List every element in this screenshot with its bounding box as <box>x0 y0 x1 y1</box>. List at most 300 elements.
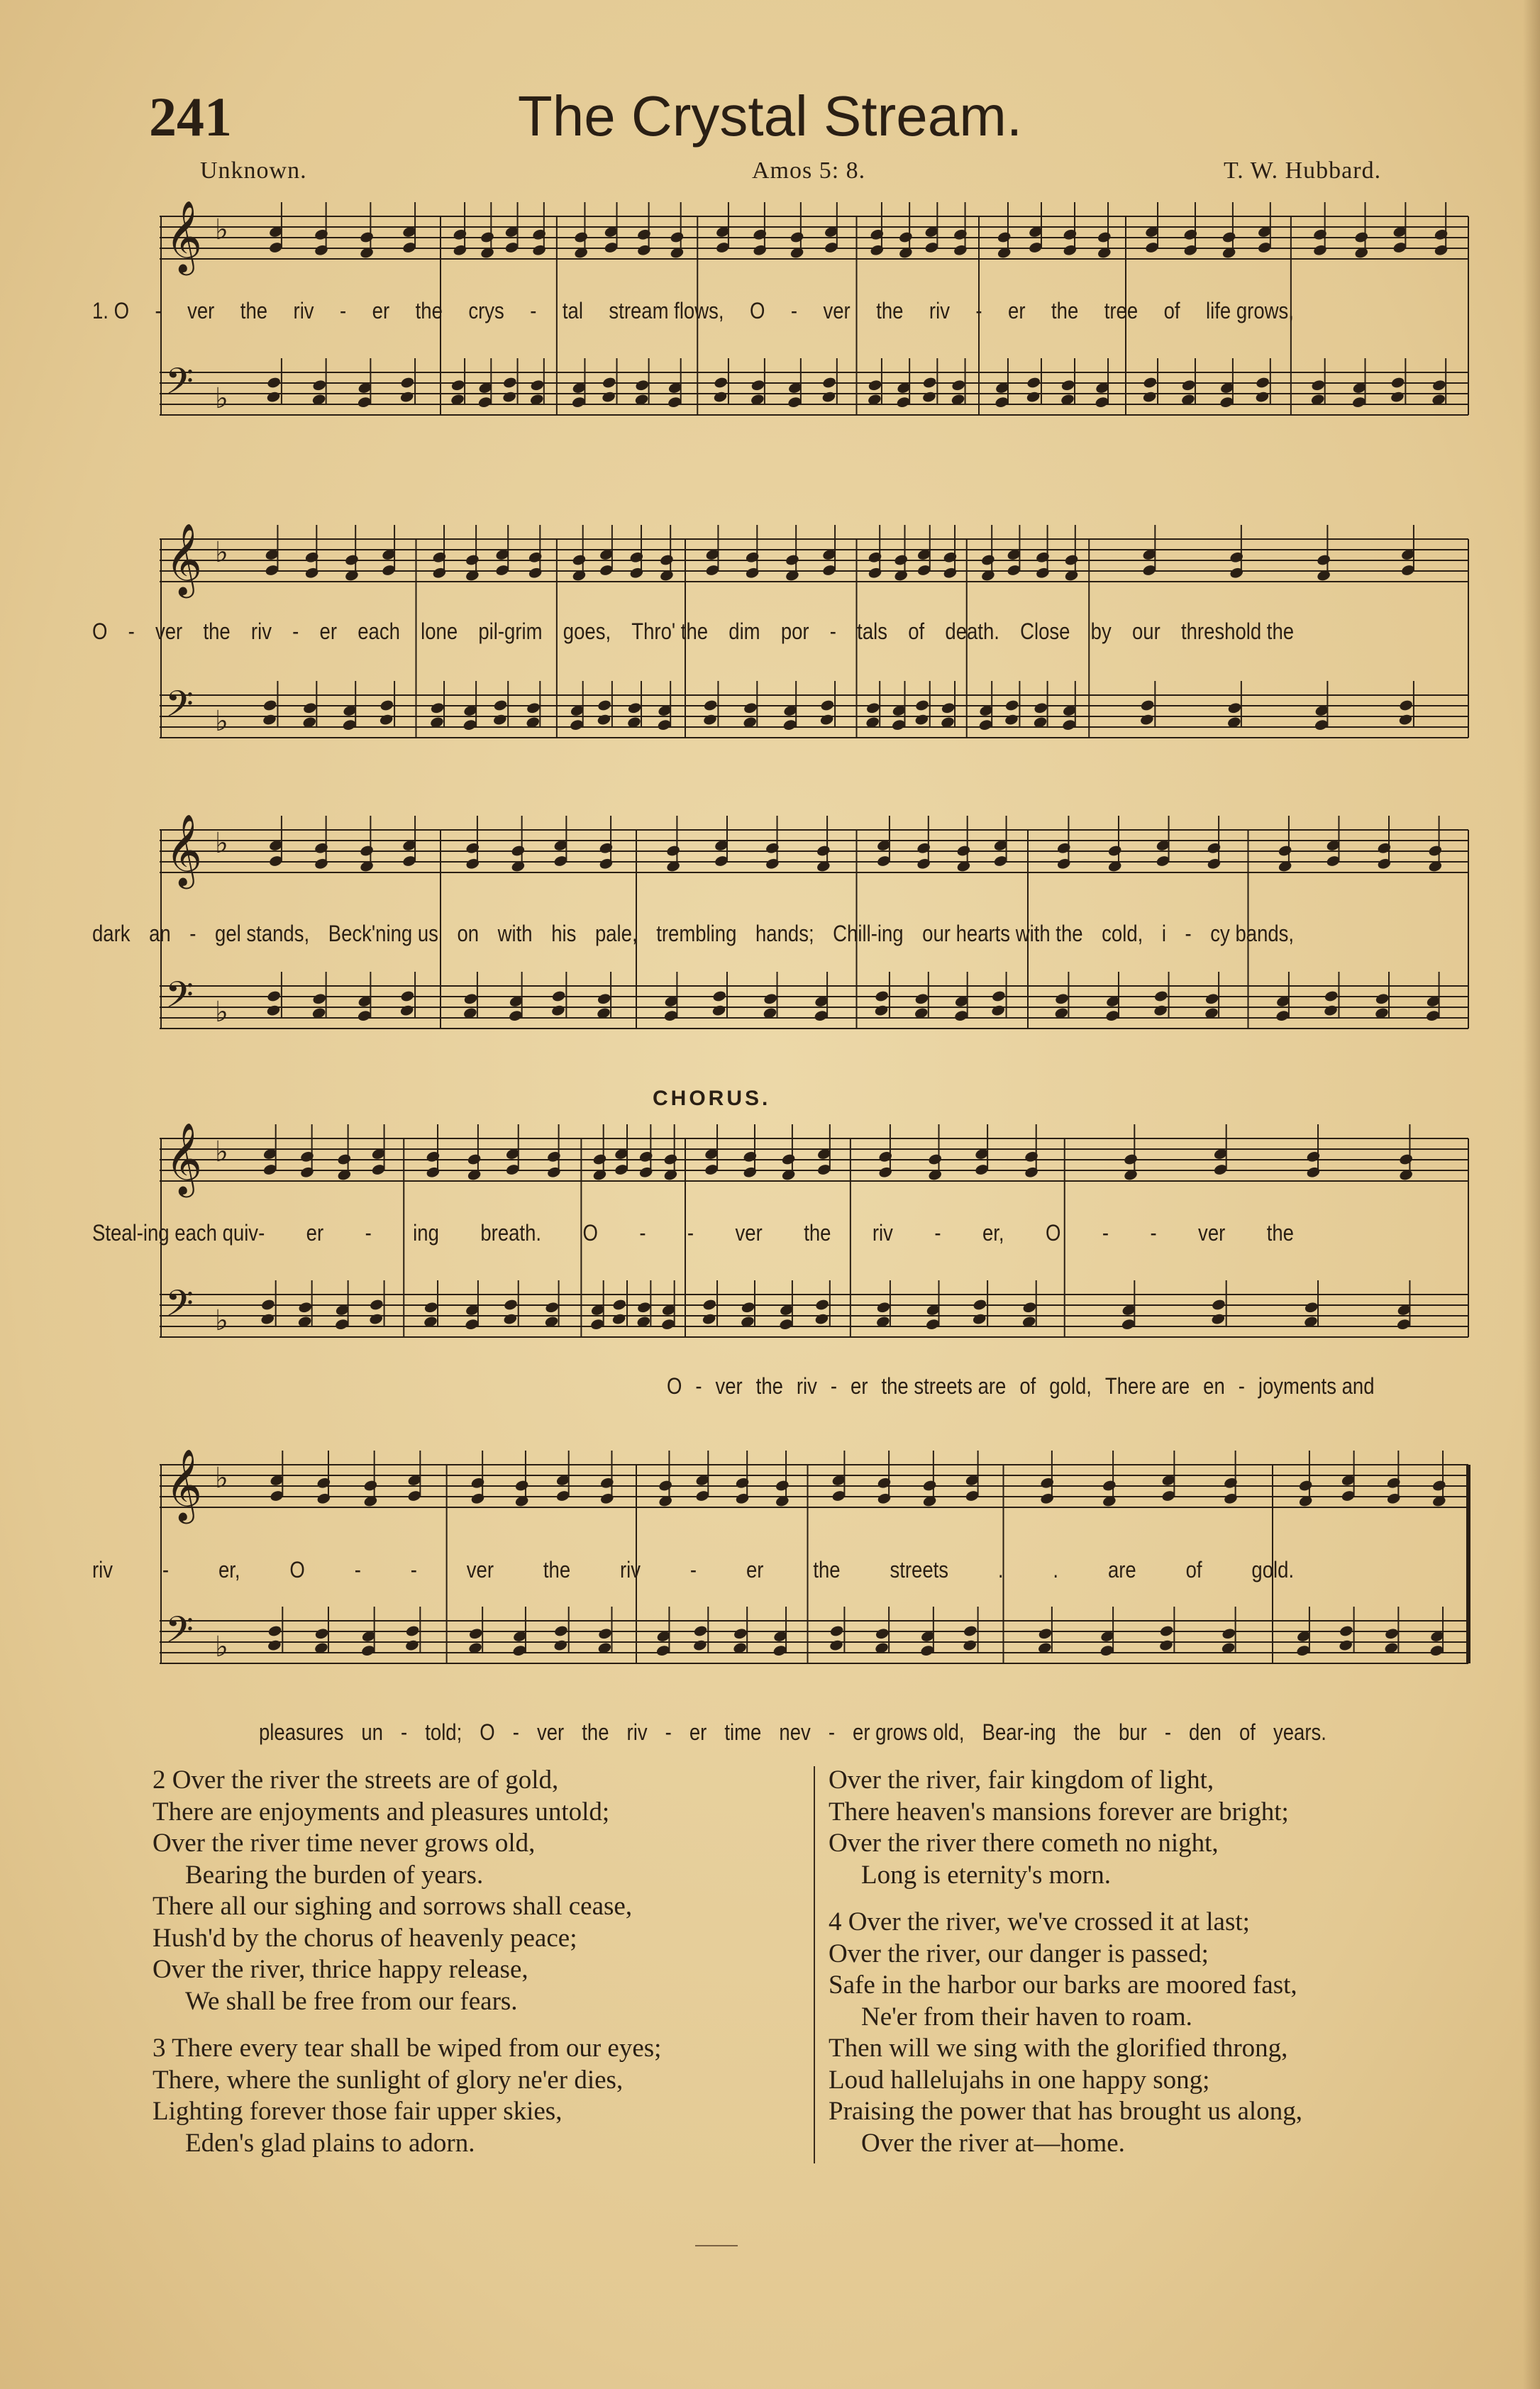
lyric-syllable: - <box>687 1220 694 1246</box>
note-head <box>526 702 541 714</box>
note-head <box>1064 553 1079 566</box>
note-head <box>1060 379 1075 392</box>
bass-clef-icon: 𝄢 <box>165 360 194 411</box>
lyric-syllable: - <box>1102 1220 1109 1246</box>
note-head <box>405 1624 420 1637</box>
staff-svg <box>160 188 1475 465</box>
note-head <box>941 702 955 714</box>
lyric-syllable: un <box>361 1719 383 1745</box>
verse-line: Safe in the harbor our barks are moored fast, <box>829 1970 1297 2000</box>
note-head <box>997 231 1012 243</box>
note-head <box>712 990 727 1002</box>
note-head <box>875 990 890 1002</box>
verse-line: 4 Over the river, we've crossed it at last; <box>829 1907 1250 1936</box>
flat-icon: ♭ <box>215 382 228 415</box>
note-head <box>450 379 465 392</box>
lyric-syllable: the <box>876 298 904 323</box>
note-head <box>627 702 642 714</box>
note-head <box>990 1004 1005 1016</box>
note-head <box>670 231 685 243</box>
note-head <box>692 1639 707 1651</box>
note-head <box>1004 713 1019 726</box>
note-head <box>1314 719 1329 731</box>
lyric-syllable: ver <box>735 1220 763 1246</box>
note-head <box>266 1004 281 1016</box>
note-head <box>260 1312 275 1325</box>
lyric-syllable: told; <box>425 1719 462 1745</box>
note-head <box>665 844 680 857</box>
note-head <box>790 231 804 243</box>
verse-line: 2 Over the river the streets are of gold, <box>153 1766 559 1795</box>
lyric-syllable: riv <box>620 1557 641 1582</box>
note-head <box>963 1624 977 1637</box>
lyric-syllable: lone <box>421 619 458 644</box>
note-head <box>508 1009 523 1022</box>
note-head <box>659 553 674 566</box>
note-head <box>312 992 327 1005</box>
note-head <box>1304 1301 1319 1314</box>
note-head <box>553 1624 568 1637</box>
lyric-syllable: Beck'ning us <box>328 921 438 946</box>
verse-line: Over the river, thrice happy release, <box>153 1955 528 1984</box>
note-head <box>597 699 611 711</box>
lyric-syllable: ver <box>466 1557 494 1582</box>
lyric-syllable: ver <box>536 1719 565 1745</box>
note-head <box>369 1298 384 1311</box>
lyric-syllable: riv <box>796 1373 817 1399</box>
verse-line: We shall be free from our fears. <box>185 1986 518 2016</box>
lyric-syllable: the <box>1073 1719 1101 1745</box>
lyric-syllable: of <box>908 619 925 644</box>
note-head <box>1431 379 1446 392</box>
note-head <box>1296 1644 1311 1657</box>
lyric-syllable: . <box>1053 1557 1059 1582</box>
note-head <box>342 719 357 731</box>
note-head <box>573 231 588 243</box>
lyric-syllable: - <box>639 1220 646 1246</box>
note-head <box>816 844 831 857</box>
note-head <box>511 844 526 857</box>
lyric-syllable: ver <box>1198 1220 1226 1246</box>
note-head <box>569 719 584 731</box>
lyric-syllable: pil-grim <box>478 619 543 644</box>
bass-clef-icon: 𝄢 <box>165 1608 194 1660</box>
note-head <box>545 1301 560 1314</box>
lyric-syllable: - <box>665 1719 672 1745</box>
note-head <box>1142 390 1157 403</box>
note-head <box>820 699 835 711</box>
note-head <box>1255 390 1270 403</box>
note-head <box>1222 1627 1236 1640</box>
lyric-syllable: - <box>1150 1220 1157 1246</box>
note-head <box>922 376 937 389</box>
column-divider <box>814 1766 815 2163</box>
verse-line: There, where the sunlight of glory ne'er dies, <box>153 2065 624 2095</box>
lyric-syllable: - <box>189 921 196 946</box>
music-system-2 <box>160 511 1475 787</box>
note-head <box>1102 1479 1117 1492</box>
bass-clef-icon: 𝄢 <box>165 973 194 1025</box>
lyric-syllable: Chill-ing <box>833 921 904 946</box>
lyric-syllable: dim <box>729 619 760 644</box>
lyric-syllable: Steal-ing each quiv- <box>92 1220 265 1246</box>
note-head <box>1211 1312 1226 1325</box>
note-head <box>1153 1004 1168 1016</box>
note-head <box>262 713 277 726</box>
note-head <box>713 390 728 403</box>
lyric-syllable: the <box>415 298 443 323</box>
note-head <box>1222 231 1236 243</box>
lyric-syllable: ing <box>413 1220 439 1246</box>
verse-line: Ne'er from their haven to roam. <box>861 2002 1192 2032</box>
lyric-syllable: tree <box>1104 298 1139 323</box>
note-head <box>266 990 281 1002</box>
lyric-syllable: riv <box>293 298 314 323</box>
lyric-syllable: of <box>1163 298 1180 323</box>
lyric-syllable: time <box>724 1719 762 1745</box>
lyric-syllable: by <box>1090 619 1112 644</box>
lyric-syllable: threshold the <box>1180 619 1295 644</box>
music-system-1 <box>160 188 1475 465</box>
note-head <box>465 553 480 566</box>
note-head <box>503 1298 518 1311</box>
lyric-syllable: riv <box>250 619 272 644</box>
lyric-syllable: er, <box>218 1557 240 1582</box>
lyric-syllable: tals <box>857 619 888 644</box>
lyric-syllable: riv <box>92 1557 113 1582</box>
lyric-syllable: er <box>306 1220 324 1246</box>
lyric-syllable: - <box>975 298 982 323</box>
lyric-syllable: There are <box>1104 1373 1190 1399</box>
lyric-syllable: - <box>695 1373 702 1399</box>
note-head <box>711 1004 726 1016</box>
note-head <box>597 713 611 726</box>
lyric-syllable: bur <box>1118 1719 1147 1745</box>
lyric-syllable: er <box>372 298 390 323</box>
note-head <box>1139 713 1154 726</box>
note-head <box>502 376 517 389</box>
lyric-syllable: er <box>1008 298 1026 323</box>
note-head <box>572 553 587 566</box>
page-number: 241 <box>149 86 232 148</box>
lyric-syllable: - <box>830 1373 838 1399</box>
note-head <box>334 1318 349 1331</box>
note-head <box>1095 396 1109 409</box>
lyric-syllable: the <box>543 1557 571 1582</box>
note-head <box>502 390 516 403</box>
lyric-syllable: ver <box>187 298 215 323</box>
lyric-syllable: - <box>340 298 347 323</box>
note-head <box>896 396 911 409</box>
note-head <box>1428 844 1443 857</box>
note-head <box>1140 699 1155 711</box>
note-head <box>423 1301 438 1314</box>
lyric-syllable: riv <box>626 1719 648 1745</box>
verse-line: There are enjoyments and pleasures untold; <box>153 1797 610 1827</box>
note-head <box>1275 1009 1290 1022</box>
lyric-syllable: O <box>749 298 765 323</box>
lyric-syllable: the <box>203 619 231 644</box>
lyric-line-5-lower <box>259 1719 1326 1746</box>
lyric-syllable: - <box>512 1719 519 1745</box>
lyric-syllable: - <box>292 619 299 644</box>
note-head <box>266 390 281 403</box>
note-head <box>1105 1009 1120 1022</box>
lyric-syllable: the <box>582 1719 609 1745</box>
lyric-syllable: gold, <box>1049 1373 1092 1399</box>
note-head <box>493 699 508 711</box>
note-head <box>611 1312 626 1325</box>
note-head <box>1099 1644 1114 1657</box>
lyric-syllable: goes, <box>563 619 611 644</box>
lyric-syllable: . <box>997 1557 1004 1582</box>
note-head <box>785 553 799 566</box>
note-head <box>787 396 802 409</box>
note-head <box>380 699 394 711</box>
note-head <box>1038 1627 1053 1640</box>
note-head <box>463 992 478 1005</box>
note-head <box>962 1639 977 1651</box>
verse-line: Over the river there cometh no night, <box>829 1829 1219 1858</box>
lyric-syllable: O <box>92 619 108 644</box>
note-head <box>1324 990 1339 1002</box>
note-head <box>1255 376 1270 389</box>
note-head <box>571 396 586 409</box>
note-head <box>597 992 611 1005</box>
note-head <box>956 844 971 857</box>
note-head <box>1278 844 1292 857</box>
lyric-syllable: O <box>289 1557 305 1582</box>
note-head <box>898 231 913 243</box>
note-head <box>344 553 359 566</box>
verse-line: Lighting forever those fair upper skies, <box>153 2097 563 2126</box>
note-head <box>891 719 906 731</box>
note-head <box>655 1644 670 1657</box>
verse-line: Long is eternity's morn. <box>861 1860 1111 1890</box>
lyric-syllable: life grows, <box>1206 298 1294 323</box>
note-head <box>919 1644 934 1657</box>
note-head <box>597 1627 612 1640</box>
treble-clef-icon: 𝄞 <box>165 1121 203 1194</box>
note-head <box>1399 699 1414 711</box>
lyric-syllable: - <box>1164 1719 1171 1745</box>
lyric-syllable: - <box>934 1220 941 1246</box>
note-head <box>400 990 415 1002</box>
note-head <box>530 379 545 392</box>
lyric-syllable: Bear-ing <box>982 1719 1056 1745</box>
note-head <box>1107 844 1122 857</box>
note-head <box>379 713 394 726</box>
note-head <box>1398 713 1413 726</box>
note-head <box>741 1301 755 1314</box>
lyric-syllable: riv <box>872 1220 893 1246</box>
verse-line: Bearing the burden of years. <box>185 1860 484 1890</box>
lyric-syllable: i <box>1161 921 1166 946</box>
note-head <box>462 719 477 731</box>
note-head <box>1375 992 1390 1005</box>
note-head <box>875 1627 890 1640</box>
note-head <box>612 1298 627 1311</box>
note-head <box>1396 1318 1411 1331</box>
note-head <box>302 702 317 714</box>
note-head <box>874 1004 889 1016</box>
note-head <box>635 379 650 392</box>
note-head <box>400 376 415 389</box>
flat-icon: ♭ <box>215 536 228 569</box>
note-head <box>1204 992 1219 1005</box>
note-head <box>1054 992 1069 1005</box>
note-head <box>914 699 929 711</box>
note-head <box>702 1298 717 1311</box>
lyric-syllable: the streets are <box>881 1373 1007 1399</box>
note-head <box>973 1298 987 1311</box>
flat-icon: ♭ <box>215 827 228 860</box>
note-head <box>829 1624 844 1637</box>
note-head <box>667 396 682 409</box>
note-head <box>1425 1009 1440 1022</box>
note-head <box>1026 376 1041 389</box>
note-head <box>1398 1153 1413 1165</box>
note-head <box>657 719 672 731</box>
note-head <box>1153 990 1168 1002</box>
note-head <box>1431 1479 1446 1492</box>
note-head <box>921 390 936 403</box>
lyric-syllable: tal <box>562 298 583 323</box>
lyric-syllable: er <box>746 1557 764 1582</box>
lyric-syllable: each <box>358 619 400 644</box>
note-head <box>465 1318 480 1331</box>
treble-clef-icon: 𝄞 <box>165 1448 203 1521</box>
note-head <box>922 1479 937 1492</box>
bass-clef-icon: 𝄢 <box>165 1282 194 1334</box>
note-head <box>363 1479 378 1492</box>
note-head <box>951 379 966 392</box>
treble-clef-icon: 𝄞 <box>165 199 203 272</box>
lyric-syllable: den <box>1189 1719 1222 1745</box>
lyric-syllable: ver <box>715 1373 743 1399</box>
note-head <box>357 1009 372 1022</box>
note-head <box>772 1644 787 1657</box>
staff-svg <box>160 511 1475 787</box>
lyric-syllable: - <box>829 619 836 644</box>
note-head <box>1316 553 1331 566</box>
lyric-syllable: on <box>457 921 480 946</box>
lyric-syllable: - <box>530 298 537 323</box>
lyric-syllable: crys <box>468 298 504 323</box>
lyric-syllable: our <box>1131 619 1160 644</box>
note-head <box>503 1312 518 1325</box>
note-head <box>468 1627 483 1640</box>
note-head <box>1004 699 1019 711</box>
note-head <box>1429 1644 1444 1657</box>
note-head <box>404 1639 419 1651</box>
lyric-syllable: of <box>1185 1557 1202 1582</box>
note-head <box>763 992 777 1005</box>
verse-line: Eden's glad plains to adorn. <box>185 2128 475 2158</box>
lyric-syllable: - <box>1238 1373 1245 1399</box>
note-head <box>1384 1627 1399 1640</box>
note-head <box>663 1009 678 1022</box>
lyric-syllable: O <box>582 1220 598 1246</box>
note-head <box>1339 1639 1353 1651</box>
lyric-syllable: - <box>790 298 798 323</box>
verse-line: 3 There every tear shall be wiped from our eyes; <box>153 2034 662 2063</box>
note-head <box>1143 376 1158 389</box>
lyric-syllable: - <box>828 1719 835 1745</box>
note-head <box>733 1627 748 1640</box>
lyric-syllable: Thro' the <box>631 619 709 644</box>
lyric-syllable: breath. <box>480 1220 542 1246</box>
note-head <box>702 713 717 726</box>
lyric-syllable: an <box>149 921 171 946</box>
music-system-4 <box>160 1110 1475 1387</box>
note-head <box>814 1009 829 1022</box>
note-head <box>267 1639 282 1651</box>
note-head <box>978 719 993 731</box>
note-head <box>925 1318 940 1331</box>
lyric-syllable: O <box>480 1719 495 1745</box>
note-head <box>260 1298 275 1311</box>
lyric-syllable: with <box>497 921 533 946</box>
lyric-syllable: er <box>319 619 338 644</box>
lyric-syllable: gold. <box>1251 1557 1295 1582</box>
flat-icon: ♭ <box>215 705 228 738</box>
verse-line: Over the river, fair kingdom of light, <box>829 1766 1214 1795</box>
note-head <box>660 1318 675 1331</box>
verse-line: Loud hallelujahs in one happy song; <box>829 2065 1210 2095</box>
note-head <box>312 379 327 392</box>
composer-credit: T. W. Hubbard. <box>1224 157 1382 184</box>
flat-icon: ♭ <box>215 996 228 1029</box>
lyric-syllable: - <box>365 1220 372 1246</box>
lyric-syllable: nev <box>779 1719 811 1745</box>
lyric-syllable: - <box>155 298 162 323</box>
lyric-line-5 <box>92 1557 1294 1583</box>
verse-line: Praising the power that has brought us along, <box>829 2097 1302 2126</box>
lyric-syllable: joyments and <box>1258 1373 1375 1399</box>
lyric-syllable: the <box>813 1557 841 1582</box>
note-head <box>337 1153 352 1165</box>
note-head <box>1061 719 1076 731</box>
note-head <box>359 844 374 857</box>
note-head <box>782 719 797 731</box>
lyric-syllable: - <box>128 619 135 644</box>
note-head <box>1339 1624 1353 1637</box>
note-head <box>399 390 414 403</box>
verse-line: Over the river time never grows old, <box>153 1829 536 1858</box>
lyric-line-4-lower <box>667 1373 1375 1399</box>
note-head <box>1022 1301 1037 1314</box>
lyric-syllable: er grows old, <box>853 1719 965 1745</box>
lyric-syllable: er <box>851 1373 868 1399</box>
lyric-line-4 <box>92 1220 1294 1246</box>
treble-clef-icon: 𝄞 <box>165 522 203 595</box>
note-head <box>636 1301 651 1314</box>
lyric-line-2 <box>92 619 1294 645</box>
note-head <box>430 702 445 714</box>
verse-line: Hush'd by the chorus of heavenly peace; <box>153 1923 577 1953</box>
note-head <box>814 1312 829 1325</box>
note-head <box>1323 1004 1338 1016</box>
note-head <box>360 1644 375 1657</box>
lyric-syllable: the <box>240 298 268 323</box>
note-head <box>1298 1479 1313 1492</box>
flat-icon: ♭ <box>215 1631 228 1663</box>
note-head <box>1034 702 1048 714</box>
note-head <box>658 1479 672 1492</box>
note-head <box>743 702 758 714</box>
note-head <box>779 1318 794 1331</box>
